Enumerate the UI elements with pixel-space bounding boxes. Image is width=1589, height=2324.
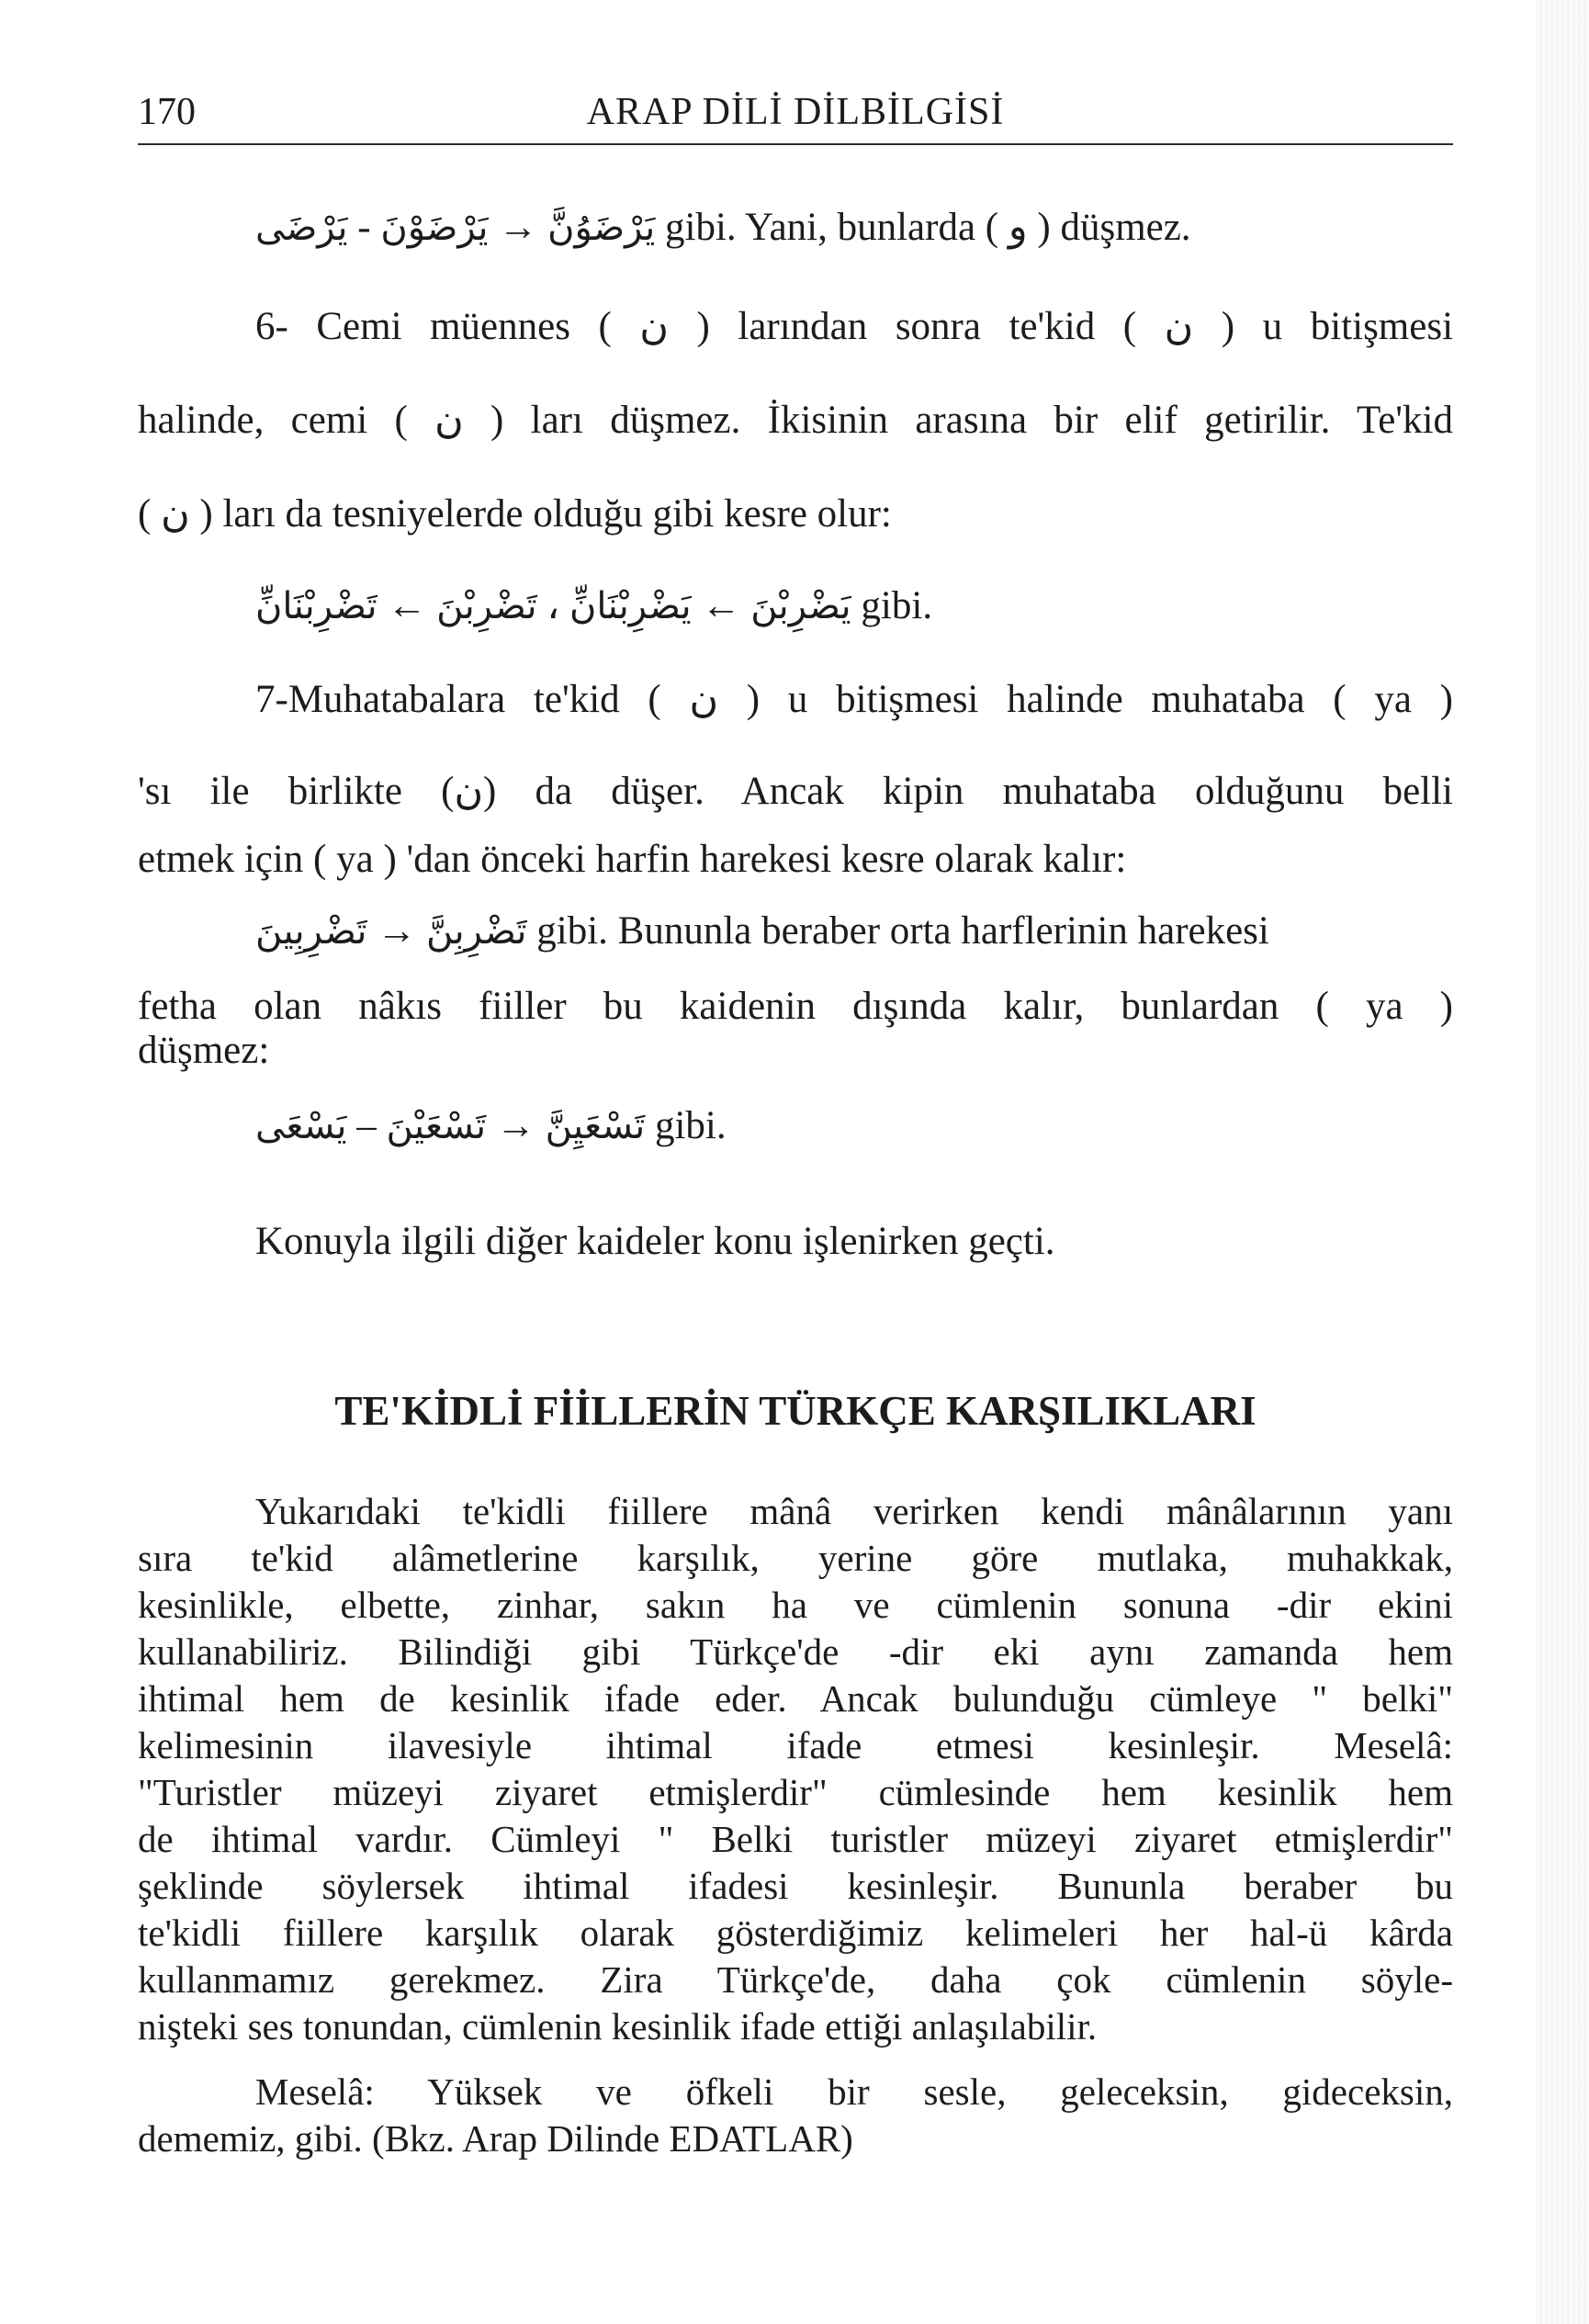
closing-text: Konuyla ilgili diğer kaideler konu işlenirken geçti. [255, 1220, 1055, 1263]
paragraph-line: dememiz, gibi. (Bkz. Arap Dilinde EDATLAR) [138, 2117, 853, 2160]
rule6-example [138, 582, 1571, 630]
example-text: gibi. [851, 584, 933, 627]
paragraph-line: "Turistler müzeyi ziyaret etmişlerdir" cümlesinde hem kesinlik hem [138, 1771, 1453, 1813]
arrow: ← [377, 584, 437, 627]
arabic-word: يَرْضَى [255, 207, 348, 249]
rule7-line-3: etmek için ( ya ) 'dan önceki harfin harekesi kesre olarak kalır: [138, 838, 1127, 881]
paragraph-line: Yukarıdaki te'kidli fiillere mânâ verirken kendi mânâlarının yanı [255, 1490, 1453, 1532]
rule7-line-6: düşmez: [138, 1029, 270, 1072]
arabic-word: تَضْرِبْنَانِّ [255, 585, 378, 627]
arabic-word: تَضْرِبِنَّ [426, 910, 527, 953]
paragraph-line: şeklinde söylersek ihtimal ifadesi kesinleşir. Bununla beraber bu [138, 1865, 1453, 1907]
example-line-1 [138, 204, 1571, 252]
running-title: ARAP DİLİ DİLBİLGİSİ [586, 91, 1005, 133]
paragraph-line: kesinlikle, elbette, zinhar, sakın ha ve cümlenin sonuna -dir ekini [138, 1584, 1453, 1626]
example-text: gibi. [645, 1104, 727, 1147]
rule6-line-2: halinde, cemi ( ن ) ları düşmez. İkisinin arasına bir elif getirilir. Te'kid [138, 399, 1453, 442]
arabic-word: تَضْرِبْنَ [436, 585, 537, 627]
separator: – [346, 1104, 387, 1147]
rule7-line-5: fetha olan nâkıs fiiller bu kaidenin dışında kalır, bunlardan ( ya ) [138, 985, 1453, 1028]
rule7-line-4 [138, 908, 1571, 955]
paragraph-line: Meselâ: Yüksek ve öfkeli bir sesle, geleceksin, gideceksin, [255, 2070, 1453, 2113]
paragraph-line: kelimesinin ilavesiyle ihtimal ifade etmesi kesinleşir. Meselâ: [138, 1724, 1453, 1766]
paragraph-line: sıra te'kid alâmetlerine karşılık, yerine göre mutlaka, muhakkak, [138, 1537, 1453, 1579]
paragraph-2 [138, 2069, 1453, 2162]
paragraph-line: te'kidli fiillere karşılık olarak gösterdiğimiz kelimeleri her hal-ü kârda [138, 1912, 1453, 1954]
paragraph-line: kullanmamız gerekmez. Zira Türkçe'de, daha çok cümlenin söyle- [138, 1958, 1453, 2001]
page-number: 170 [138, 91, 196, 133]
rule7-line-1 [138, 676, 1453, 724]
arabic-word: يَرْضَوُنَّ [547, 207, 656, 249]
paragraph-line: kullanabiliriz. Bilindiği gibi Türkçe'de -dir eki aynı zamanda hem [138, 1630, 1453, 1673]
arabic-word: تَسْعَيِنَّ [545, 1105, 646, 1147]
arabic-word: يَسْعَى [255, 1105, 347, 1147]
arabic-word: يَرْضَوْنَ [380, 207, 489, 249]
page-edge-shadow [1536, 0, 1589, 2324]
rule6-line-1 [138, 303, 1453, 351]
arrow: → [486, 1104, 546, 1147]
closing-sentence [138, 1218, 1571, 1266]
arrow: ← [691, 584, 751, 627]
rule6-text: 6- Cemi müennes ( ن ) larından sonra te'kid ( ن ) u bitişmesi [255, 305, 1454, 348]
rule7-line-2: 'sı ile birlikte (ن) da düşer. Ancak kipin muhataba olduğunu belli [138, 770, 1453, 813]
section-title: TE'KİDLİ FİİLLERİN TÜRKÇE KARŞILIKLARI [334, 1388, 1257, 1434]
arrow: → [366, 909, 427, 953]
rule6-line-3: ( ن ) ları da tesniyelerde olduğu gibi kesre olur: [138, 492, 892, 536]
arabic-word: يَضْرِبْنَ [750, 585, 851, 627]
page-header [138, 85, 1453, 145]
example-text: gibi. Bununla beraber orta harflerinin harekesi [526, 909, 1269, 953]
separator: ، [536, 584, 570, 627]
arrow: → [488, 206, 548, 249]
paragraph-line: ihtimal hem de kesinlik ifade eder. Ancak bulunduğu cümleye " belki" [138, 1677, 1453, 1720]
arabic-word: تَضْرِبِينَ [255, 910, 367, 953]
paragraph-line: de ihtimal vardır. Cümleyi " Belki turistler müzeyi ziyaret etmişlerdir" [138, 1818, 1453, 1860]
rule7-text: 7-Muhatabalara te'kid ( ن ) u bitişmesi halinde muhataba ( ya ) [255, 678, 1454, 721]
arabic-word: يَضْرِبْنَانِّ [569, 585, 692, 627]
separator: - [347, 206, 381, 249]
paragraph-1 [138, 1488, 1453, 2050]
paragraph-line: nişteki ses tonundan, cümlenin kesinlik ifade ettiği anlaşılabilir. [138, 2005, 1098, 2048]
arabic-word: تَسْعَيْنَ [386, 1105, 487, 1147]
rule7-line-7 [138, 1102, 1571, 1150]
example-text: gibi. Yani, bunlarda ( و ) düşmez. [655, 206, 1191, 249]
